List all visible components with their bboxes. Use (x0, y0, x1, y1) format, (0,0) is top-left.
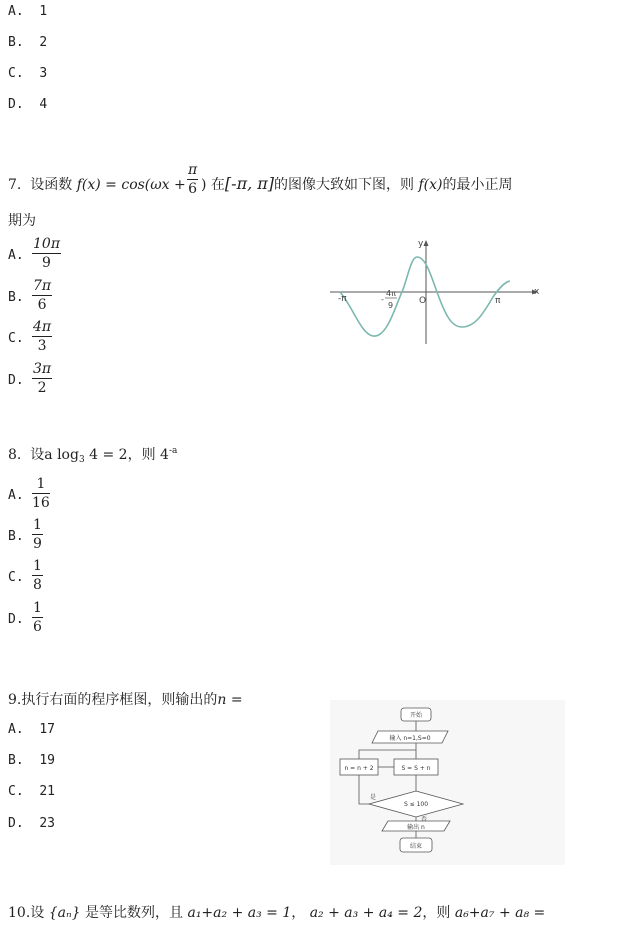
q7-option-a-value[interactable]: 10π 9 (33, 236, 61, 271)
flow-end-text: 结束 (409, 843, 423, 850)
q8-stem: 8. 设a $\log_3 4 = 2$，则 $4^{-a}$ (8, 446, 178, 465)
mark-fraction-sign: - (381, 295, 384, 304)
mark-fraction-den: 9 (388, 301, 394, 310)
q7-option-c-value[interactable]: 4π 3 (33, 319, 52, 354)
y-axis-label: y (418, 239, 424, 249)
q7-cosine-graph (325, 232, 550, 350)
flow-yes-label: 是 (369, 794, 377, 801)
x-axis-label: x (534, 287, 540, 297)
q9-flowchart (330, 700, 565, 865)
q10-eq3: a₆+a₇ + a₈ = (454, 905, 546, 921)
pi-label: π (495, 296, 501, 306)
flow-output-text: 输出 n (407, 824, 425, 831)
q9-option-c[interactable]: C. 21 (8, 784, 55, 799)
q10-sep: ， (291, 905, 306, 921)
flow-condition-text: S ≤ 100 (403, 801, 429, 808)
flow-input-text: 输入 n=1,S=0 (389, 735, 431, 742)
flow-no-label: 否 (420, 816, 428, 823)
option-b[interactable]: B. 2 (8, 35, 48, 50)
q7-option-b-letter[interactable]: B. (8, 290, 24, 305)
y-axis-arrow (424, 240, 429, 246)
q7-fraction: π 6 (188, 162, 198, 197)
q7-option-c-letter[interactable]: C. (8, 331, 24, 346)
flow-update-s-text: S = S + n (401, 765, 431, 772)
q8-option-c-value[interactable]: 1 8 (33, 558, 42, 593)
q7-option-d-letter[interactable]: D. (8, 373, 24, 388)
q10-number: 10. (8, 905, 31, 921)
q10-pre: 设 (30, 905, 45, 921)
neg-pi-label: -π (338, 294, 347, 304)
mark-fraction-num: 4π (386, 289, 396, 298)
q9-stem: 9.执行右面的程序框图，则输出的n = (8, 692, 243, 708)
flow-update-n-text: n = n + 2 (344, 765, 374, 772)
q8-option-d-letter[interactable]: D. (8, 612, 24, 627)
q7-stem-part1: 7. 设函数 f(x) = cos(ωx + (8, 177, 186, 193)
q7-option-d-value[interactable]: 3π 2 (33, 361, 52, 396)
q10-text1: 是等比数列，且 (85, 905, 184, 921)
origin-label: O (419, 296, 427, 306)
q10-eq2: a₂ + a₃ + a₄ = 2 (309, 905, 423, 921)
q8-option-a-value[interactable]: 1 16 (32, 476, 50, 511)
q9-option-d[interactable]: D. 23 (8, 816, 55, 831)
flowchart-background (330, 700, 565, 865)
option-a[interactable]: A. 1 (8, 4, 48, 19)
question-10 (8, 902, 545, 922)
q7-stem-line2: 期为 (8, 213, 36, 229)
q7-stem-part2: ) 在[-π, π]的图像大致如下图，则 f(x)的最小正周 (201, 174, 513, 193)
option-d[interactable]: D. 4 (8, 97, 48, 112)
q9-option-a[interactable]: A. 17 (8, 722, 55, 737)
q8-option-b-value[interactable]: 1 9 (33, 517, 42, 552)
q10-eq1: a₁+a₂ + a₃ = 1 (187, 905, 292, 921)
q8-option-c-letter[interactable]: C. (8, 570, 24, 585)
q7-option-b-value[interactable]: 7π 6 (33, 278, 52, 313)
option-c[interactable]: C. 3 (8, 66, 48, 81)
q8-option-b-letter[interactable]: B. (8, 529, 24, 544)
q7-option-a-letter[interactable]: A. (8, 248, 24, 263)
q9-option-b[interactable]: B. 19 (8, 753, 55, 768)
q10-sequence: {aₙ} (48, 905, 81, 921)
q10-text2: ，则 (422, 905, 451, 921)
flow-start-text: 开始 (409, 712, 423, 719)
q8-option-d-value[interactable]: 1 6 (33, 600, 42, 635)
q8-option-a-letter[interactable]: A. (8, 488, 24, 503)
